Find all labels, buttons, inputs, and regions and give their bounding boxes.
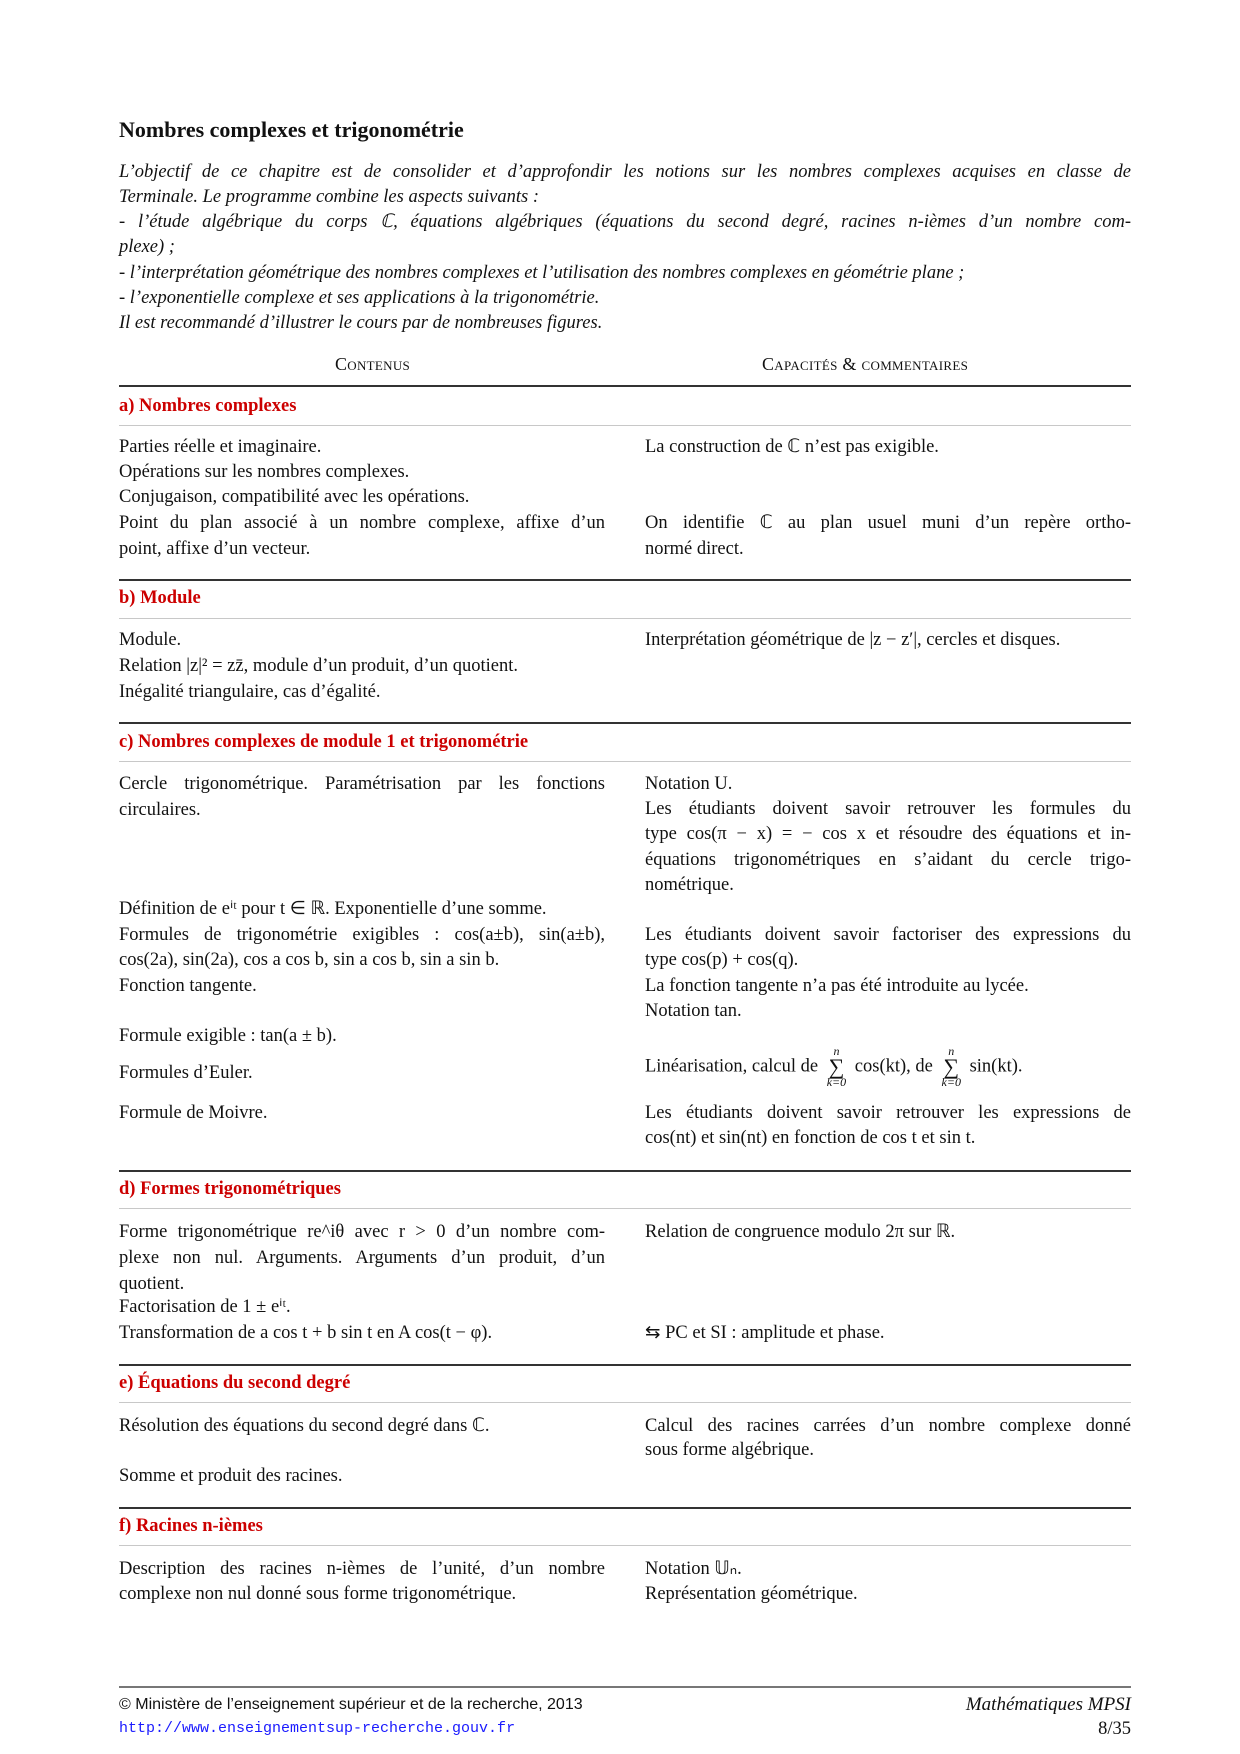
comment-line: Calcul des racines carrées d’un nombre complexe donné [645,1416,1131,1436]
content-line: Transformation de a cos t + b sin t en A cos(t − φ). [119,1323,493,1343]
divider [119,1507,1131,1509]
divider [119,385,1131,387]
section-heading-e: e) Équations du second degré [119,1373,351,1393]
comment-line: Notation 𝕌ₙ. [645,1559,742,1579]
content-line: plexe non nul. Arguments. Arguments d’un produit, d’un [119,1248,605,1268]
comment-text: sin(kt). [969,1056,1023,1077]
content-line: Opérations sur les nombres complexes. [119,462,410,482]
intro-line: plexe) ; [119,237,175,257]
comment-line: sous forme algébrique. [645,1440,815,1460]
content-line: circulaires. [119,800,201,820]
content-line: Cercle trigonométrique. Paramétrisation par les fonctions [119,774,605,794]
divider [119,1402,1131,1403]
intro-line: Terminale. Le programme combine les aspects suivants : [119,187,539,207]
comment-line: nométrique. [645,875,734,895]
intro-line: - l’interprétation géométrique des nombres complexes et l’utilisation des nombres complexes en géométrie plane ; [119,263,965,283]
content-line: Définition de eⁱᵗ pour t ∈ ℝ. Exponentielle d’une somme. [119,899,547,919]
sigma-icon: ∑ [943,1054,960,1079]
content-line: Module. [119,630,182,650]
content-line: Relation |z|² = zz̄, module d’un produit, d’un quotient. [119,656,518,676]
comment-line: On identifie ℂ au plan usuel muni d’un repère ortho- [645,513,1131,533]
sum-symbol [942,1046,961,1088]
content-line: Formules de trigonométrie exigibles : cos(a±b), sin(a±b), [119,925,605,945]
sigma-icon: ∑ [828,1054,845,1079]
column-header-contenus: Contenus [335,354,411,374]
content-line: Formule exigible : tan(a ± b). [119,1026,337,1046]
divider [119,425,1131,426]
content-line: quotient. [119,1274,185,1294]
comment-line: Les étudiants doivent savoir factoriser des expressions du [645,925,1131,945]
comment-text: cos(kt), de [854,1056,933,1077]
comment-line: type cos(π − x) = − cos x et résoudre des équations et in- [645,824,1131,844]
content-line: complexe non nul donné sous forme trigonométrique. [119,1584,517,1604]
intro-line: - l’étude algébrique du corps ℂ, équations algébriques (équations du second degré, racines n-ièmes d’un nombre com- [119,212,1131,232]
comment-line: normé direct. [645,539,744,559]
footer-url-link[interactable]: http://www.enseignementsup-recherche.gouv.fr [119,1720,516,1737]
comment-line: équations trigonométriques en s’aidant du cercle trigo- [645,850,1131,870]
footer-copyright: © Ministère de l’enseignement supérieur et de la recherche, 2013 [119,1696,583,1713]
section-heading-a: a) Nombres complexes [119,396,297,416]
content-line: Somme et produit des racines. [119,1466,343,1486]
page-title: Nombres complexes et trigonométrie [119,117,464,142]
content-line: Formule de Moivre. [119,1103,268,1123]
content-line: Forme trigonométrique re^iθ avec r > 0 d’un nombre com- [119,1222,605,1242]
sum-symbol [827,1046,846,1088]
divider [119,761,1131,762]
divider [119,1364,1131,1366]
comment-text: Linéarisation, calcul de [645,1056,819,1077]
content-line: Inégalité triangulaire, cas d’égalité. [119,682,381,702]
section-heading-f: f) Racines n-ièmes [119,1516,263,1536]
comment-line: Représentation géométrique. [645,1584,858,1604]
comment-line: type cos(p) + cos(q). [645,950,799,970]
divider [119,579,1131,581]
comment-line: Les étudiants doivent savoir retrouver les formules du [645,799,1131,819]
section-heading-c: c) Nombres complexes de module 1 et trigonométrie [119,732,529,752]
content-line: Formules d’Euler. [119,1063,253,1083]
intro-line: - l’exponentielle complexe et ses applications à la trigonométrie. [119,288,600,308]
comment-line: Les étudiants doivent savoir retrouver les expressions de [645,1103,1131,1123]
section-heading-b: b) Module [119,588,201,608]
intro-line: Il est recommandé d’illustrer le cours par de nombreuses figures. [119,313,603,333]
content-line: Description des racines n-ièmes de l’unité, d’un nombre [119,1559,605,1579]
page-number: 8/35 [1098,1719,1131,1739]
divider [119,1545,1131,1546]
comment-line: Notation tan. [645,1001,742,1021]
footer-divider [119,1686,1131,1688]
footer-course: Mathématiques MPSI [965,1694,1131,1715]
divider [119,1208,1131,1209]
sum-upper: n [948,1044,955,1058]
divider [119,1170,1131,1172]
comment-line: Interprétation géométrique de |z − z′|, cercles et disques. [645,630,1061,650]
content-line: Factorisation de 1 ± eⁱᵗ. [119,1297,291,1317]
comment-line: ⇆ PC et SI : amplitude et phase. [645,1323,885,1343]
linearisation-line [645,1046,1023,1088]
divider [119,722,1131,724]
comment-line: La fonction tangente n’a pas été introduite au lycée. [645,976,1029,996]
comment-line: La construction de ℂ n’est pas exigible. [645,437,939,457]
sum-upper: n [833,1044,840,1058]
content-line: cos(2a), sin(2a), cos a cos b, sin a cos b, sin a sin b. [119,950,500,970]
content-line: Résolution des équations du second degré dans ℂ. [119,1416,490,1436]
sum-lower: k=0 [941,1075,961,1089]
content-line: Conjugaison, compatibilité avec les opérations. [119,487,470,507]
content-line: Point du plan associé à un nombre complexe, affixe d’un [119,513,605,533]
section-heading-d: d) Formes trigonométriques [119,1179,341,1199]
comment-line: Relation de congruence modulo 2π sur ℝ. [645,1222,956,1242]
column-header-capacites: Capacités & commentaires [762,354,969,374]
content-line: Parties réelle et imaginaire. [119,437,322,457]
content-line: Fonction tangente. [119,976,257,996]
divider [119,618,1131,619]
comment-line: cos(nt) et sin(nt) en fonction de cos t et sin t. [645,1128,976,1148]
content-line: point, affixe d’un vecteur. [119,539,311,559]
comment-line: Notation U. [645,774,733,794]
sum-lower: k=0 [826,1075,847,1089]
intro-line: L’objectif de ce chapitre est de consolider et d’approfondir les notions sur les nombres complexes acquises en classe de [119,162,1131,182]
